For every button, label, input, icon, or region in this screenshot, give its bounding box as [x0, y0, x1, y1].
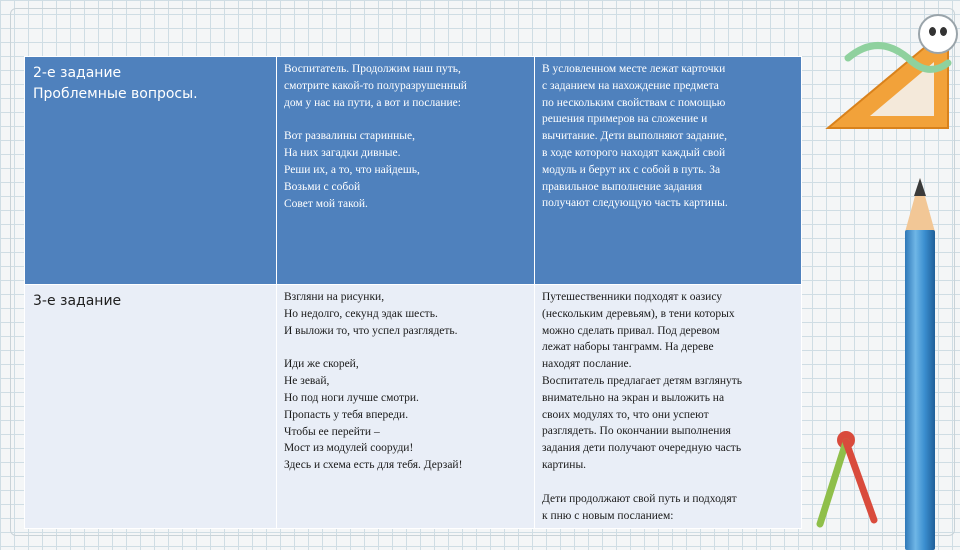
- teacher-paragraph: [284, 289, 527, 339]
- teacher-poem: [284, 128, 527, 212]
- text-line: Здесь и схема есть для тебя. Дерзай!: [284, 459, 463, 472]
- text-line: по нескольким свойствам с помощью: [542, 96, 726, 109]
- text-line: Воспитатель предлагает детям взглянуть: [542, 374, 743, 387]
- text-line: Но под ноги лучше смотри.: [284, 391, 419, 404]
- description-paragraph: [542, 289, 794, 474]
- teacher-text-cell: [277, 285, 535, 529]
- text-line: (нескольким деревьям), в тени которых: [542, 307, 735, 320]
- smiley-icon: [918, 14, 958, 54]
- text-line: можно сделать привал. Под деревом: [542, 324, 720, 337]
- text-line: вычитание. Дети выполняют задание,: [542, 130, 727, 143]
- text-line: Дети продолжают свой путь и подходят: [542, 492, 737, 505]
- text-line: Пропасть у тебя впереди.: [284, 408, 409, 421]
- text-line: Возьми с собой: [284, 180, 361, 193]
- text-line: Воспитатель. Продолжим наш путь,: [284, 63, 461, 75]
- text-line: модуль и берут их с собой в путь. За: [542, 163, 721, 176]
- text-line: В условленном месте лежат карточки: [542, 63, 726, 75]
- text-line: Взгляни на рисунки,: [284, 291, 385, 303]
- description-paragraph: [542, 61, 794, 212]
- task-title: 2-е задание: [33, 65, 122, 81]
- task-title: 3-е задание: [33, 293, 122, 309]
- text-line: Реши их, а то, что найдешь,: [284, 163, 420, 176]
- text-line: правильное выполнение задания: [542, 180, 702, 193]
- text-line: Но недолго, секунд эдак шесть.: [284, 307, 438, 320]
- task-subtitle: Проблемные вопросы.: [33, 86, 198, 102]
- tasks-table: [24, 56, 802, 529]
- text-line: находят послание.: [542, 358, 632, 371]
- teacher-poem: [284, 356, 527, 474]
- text-line: разглядеть. По окончании выполнения: [542, 425, 731, 438]
- text-line: решения примеров на сложение и: [542, 113, 708, 126]
- text-line: Чтобы ее перейти –: [284, 425, 380, 438]
- teacher-paragraph: [284, 61, 527, 111]
- text-line: с заданием на нахождение предмета: [542, 79, 719, 92]
- text-line: Мост из модулей сооруди!: [284, 442, 414, 455]
- text-line: картины.: [542, 458, 587, 471]
- text-line: Путешественники подходят к оазису: [542, 291, 723, 303]
- table-row: [25, 285, 802, 529]
- description-paragraph: [542, 491, 794, 525]
- text-line: своих модулях то, что они успеют: [542, 408, 709, 421]
- description-cell: [535, 285, 802, 529]
- text-line: получают следующую часть картины.: [542, 197, 728, 210]
- text-line: Не зевай,: [284, 375, 330, 388]
- text-line: в ходе которого находят каждый свой: [542, 146, 726, 159]
- text-line: лежат наборы танграмм. На дереве: [542, 341, 714, 354]
- text-line: Иди же скорей,: [284, 358, 359, 371]
- task-cell: [25, 57, 277, 285]
- task-cell: [25, 285, 277, 529]
- text-line: Вот развалины старинные,: [284, 130, 415, 143]
- text-line: к пню с новым посланием:: [542, 509, 674, 522]
- text-line: внимательно на экран и выложить на: [542, 391, 725, 404]
- pencil-tip-icon: [914, 178, 926, 196]
- text-line: Совет мой такой.: [284, 197, 368, 210]
- table-row: [25, 57, 802, 285]
- text-line: смотрите какой-то полуразрушенный: [284, 79, 467, 92]
- compass-icon: [806, 420, 886, 530]
- text-line: задания дети получают очередную часть: [542, 442, 742, 455]
- text-line: дом у нас на пути, а вот и послание:: [284, 96, 461, 109]
- teacher-text-cell: [277, 57, 535, 285]
- text-line: На них загадки дивные.: [284, 147, 401, 160]
- pencil-body: [905, 230, 935, 550]
- description-cell: [535, 57, 802, 285]
- text-line: И выложи то, что успел разглядеть.: [284, 324, 458, 337]
